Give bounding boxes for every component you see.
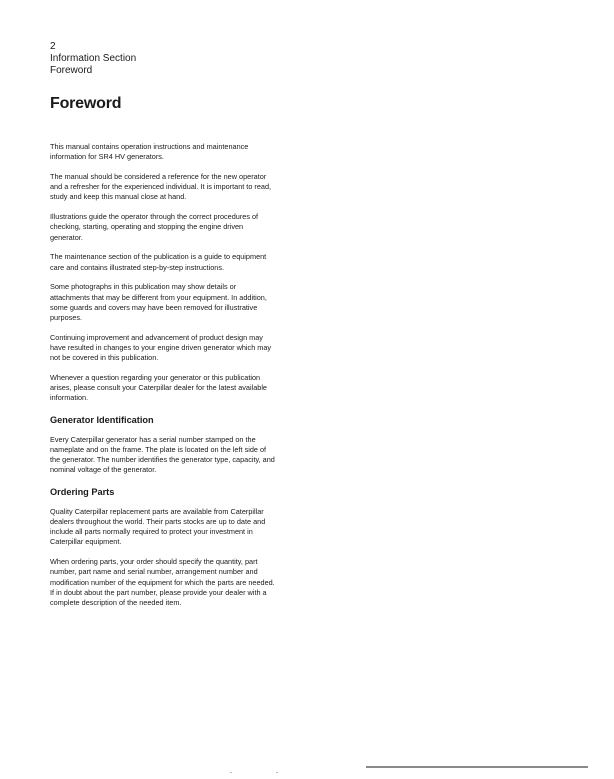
scan-speck xyxy=(276,772,278,773)
generator-identification-paragraph: Every Caterpillar generator has a serial number stamped on the nameplate and on the frame. The plate is located on the left side of the generator. The number identifies the generator type, capacity, and nominal voltage of the generator. xyxy=(50,434,275,475)
intro-paragraph: The manual should be considered a reference for the new operator and a refresher for the experienced individual. It is important to read, study and keep this manual close at hand. xyxy=(50,172,272,202)
scan-speck xyxy=(230,772,232,773)
intro-paragraph: Continuing improvement and advancement of product design may have resulted in changes to your engine driven generator which may not be covered in this publication. xyxy=(50,332,272,363)
scan-edge-line xyxy=(366,766,588,768)
page-title: Foreword xyxy=(50,95,122,112)
page-header xyxy=(50,41,136,77)
intro-paragraph: Whenever a question regarding your generator or this publication arises, please consult your Caterpillar dealer for the latest available information. xyxy=(50,373,267,403)
ordering-parts-paragraph: Quality Caterpillar replacement parts are available from Caterpillar dealers throughout the world. Their parts stocks are up to date and include all parts normally required to protect your investment in Caterpillar equipment. xyxy=(50,506,266,547)
intro-paragraph: The maintenance section of the publication is a guide to equipment care and contains illustrated step-by-step instructions. xyxy=(50,252,267,272)
main-content xyxy=(50,142,276,618)
subsection-name: Foreword xyxy=(50,65,93,76)
generator-identification-heading: Generator Identification xyxy=(50,414,154,425)
ordering-parts-heading: Ordering Parts xyxy=(50,486,115,497)
section-name: Information Section xyxy=(50,53,137,64)
intro-paragraph: Illustrations guide the operator through the correct procedures of checking, starting, operating and stopping the engine driven generator. xyxy=(50,212,259,242)
intro-paragraph: This manual contains operation instructions and maintenance information for SR4 HV generators. xyxy=(50,142,249,162)
ordering-parts-paragraph: When ordering parts, your order should specify the quantity, part number, part name and serial number, arrangement number and modification number of the equipment for which the parts are needed. If in doubt about the part number, please provide your dealer with a complete description of the needed item. xyxy=(50,557,275,608)
page-number: 2 xyxy=(50,41,56,52)
intro-paragraph: Some photographs in this publication may show details or attachments that may be different from your equipment. In addition, some guards and covers may have been removed for illustrative purposes. xyxy=(50,282,267,323)
